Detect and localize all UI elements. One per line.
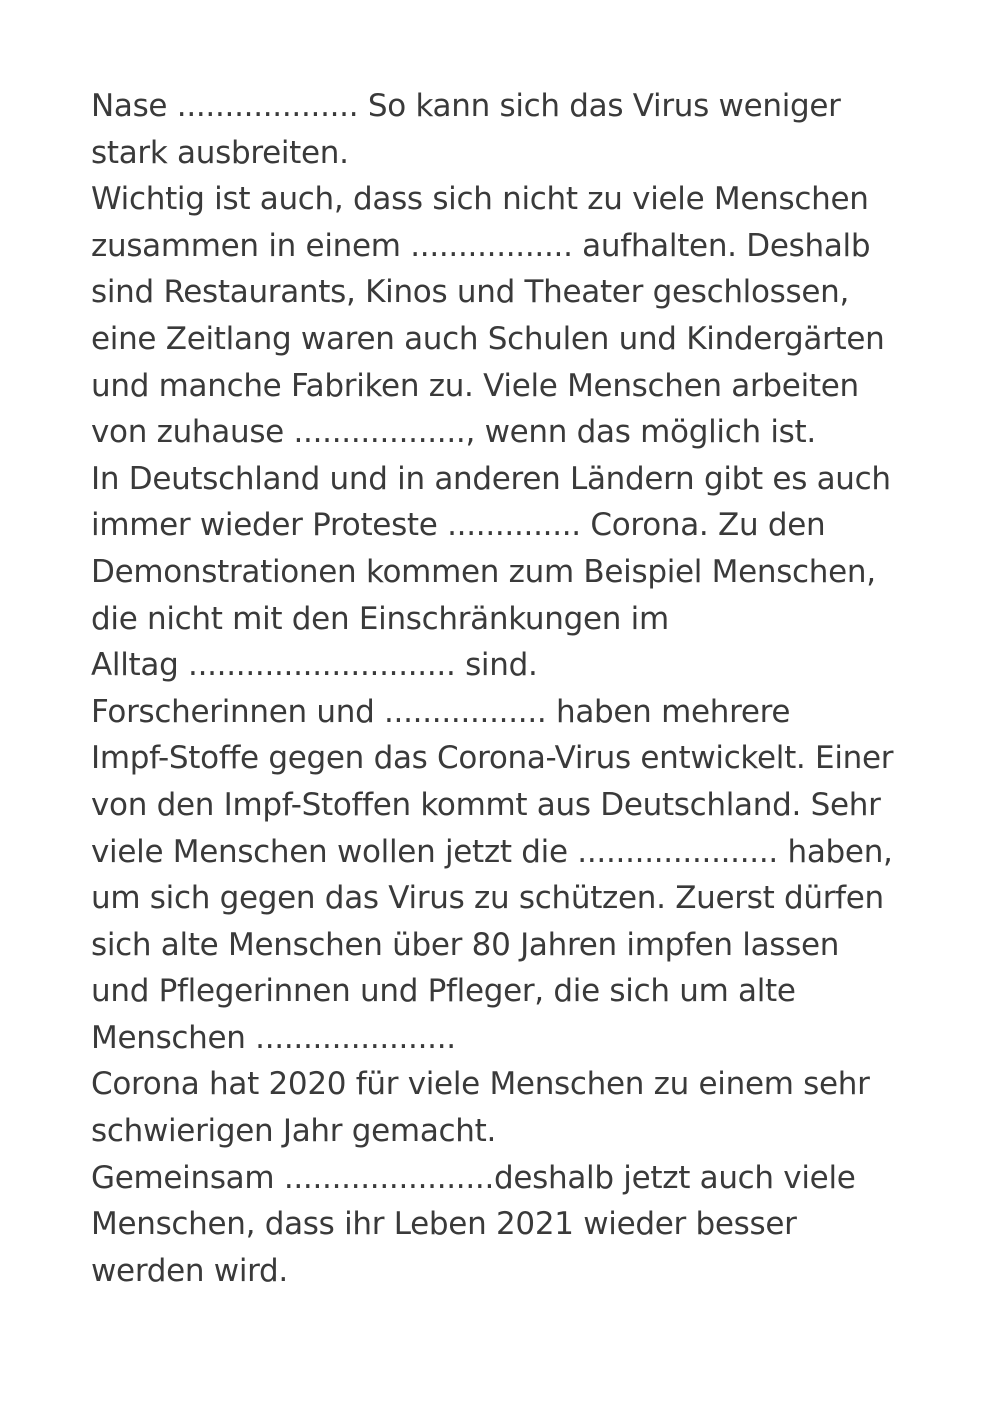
text-line: Alltag ............................ sind. — [91, 647, 538, 684]
text-line: Wichtig ist auch, dass sich nicht zu viele Menschen — [91, 181, 869, 218]
text-line: schwierigen Jahr gemacht. — [91, 1113, 497, 1150]
text-line: von den Impf-Stoffen kommt aus Deutschland. Sehr — [91, 786, 881, 823]
text-line: In Deutschland und in anderen Ländern gibt es auch — [91, 460, 891, 497]
text-line: viele Menschen wollen jetzt die ..................... haben, — [91, 833, 893, 870]
text-line: Forscherinnen und ................. haben mehrere — [91, 693, 791, 730]
text-line: von zuhause .................., wenn das möglich ist. — [91, 414, 816, 451]
text-line: werden wird. — [91, 1252, 288, 1289]
article-text — [91, 83, 921, 1294]
text-line: zusammen in einem ................. aufhalten. Deshalb — [91, 227, 871, 264]
text-line: Gemeinsam ......................deshalb jetzt auch viele — [91, 1159, 856, 1196]
text-line: sich alte Menschen über 80 Jahren impfen lassen — [91, 926, 840, 963]
text-line: Menschen ..................... — [91, 1019, 456, 1056]
text-line: stark ausbreiten. — [91, 134, 349, 171]
text-line: immer wieder Proteste .............. Corona. Zu den — [91, 507, 826, 544]
text-line: die nicht mit den Einschränkungen im — [91, 600, 669, 637]
text-line: Menschen, dass ihr Leben 2021 wieder besser — [91, 1206, 797, 1243]
text-line: und Pflegerinnen und Pfleger, die sich um alte — [91, 973, 796, 1010]
text-line: Corona hat 2020 für viele Menschen zu einem sehr — [91, 1066, 870, 1103]
text-line: Nase ................... So kann sich das Virus weniger — [91, 88, 841, 124]
text-line: sind Restaurants, Kinos und Theater geschlossen, — [91, 274, 850, 311]
text-line: Impf-Stoffe gegen das Corona-Virus entwickelt. Einer — [91, 740, 894, 777]
text-line: und manche Fabriken zu. Viele Menschen arbeiten — [91, 367, 859, 404]
text-line: um sich gegen das Virus zu schützen. Zuerst dürfen — [91, 880, 884, 917]
text-line: eine Zeitlang waren auch Schulen und Kindergärten — [91, 320, 885, 357]
text-line: Demonstrationen kommen zum Beispiel Menschen, — [91, 553, 876, 590]
